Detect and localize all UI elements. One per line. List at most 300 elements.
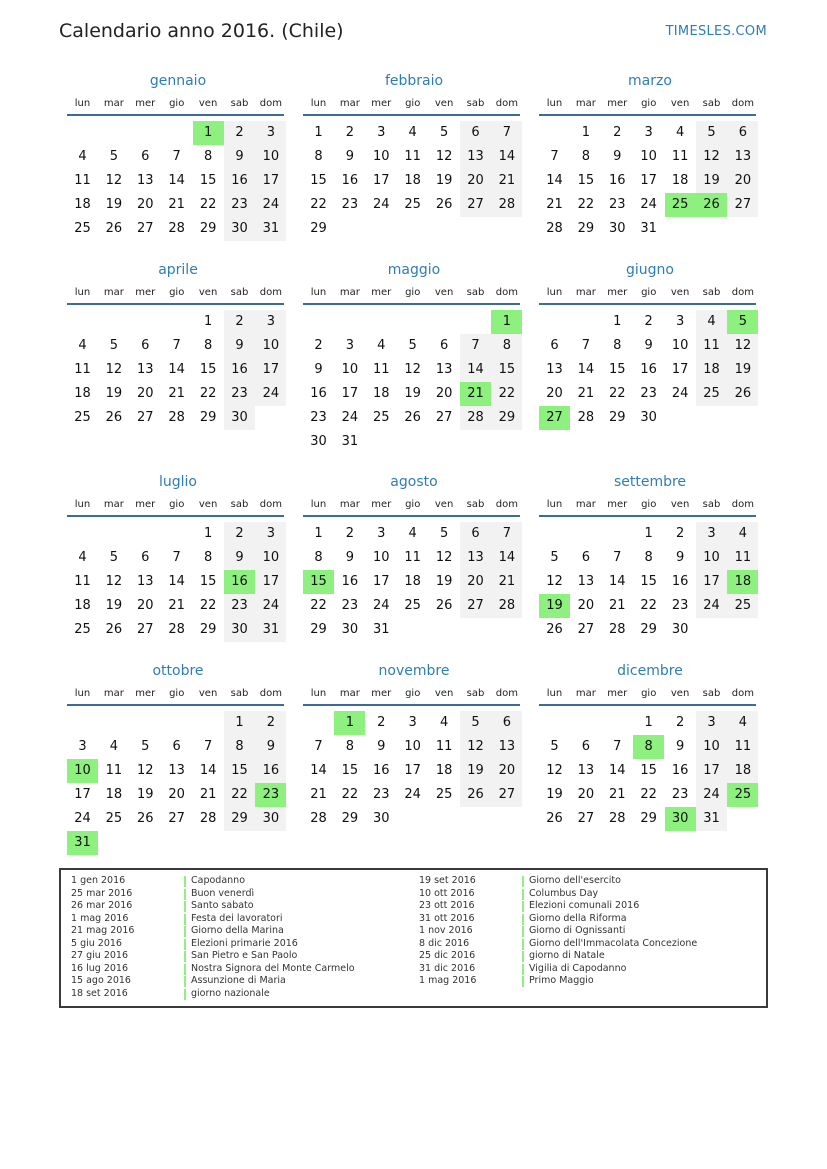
day-cell: 19 — [460, 759, 491, 783]
day-cell: 17 — [404, 763, 421, 778]
day-cell: 12 — [696, 145, 727, 169]
day-cell: 17 — [74, 787, 91, 802]
day-cell: 14 — [609, 574, 626, 589]
legend-marker — [522, 951, 524, 962]
day-cell: 20 — [137, 197, 154, 212]
day-cell: 13 — [168, 763, 185, 778]
day-cell: 19 — [727, 358, 758, 382]
day-cell: 7 — [172, 338, 181, 353]
day-cell: 3 — [377, 526, 386, 541]
day-cell: 14 — [168, 173, 185, 188]
weekday-label: mer — [371, 287, 392, 298]
holiday-day-cell: 23 — [255, 783, 286, 807]
day-cell: 8 — [644, 550, 653, 565]
day-cell: 28 — [199, 811, 217, 826]
day-cell: 3 — [377, 125, 386, 140]
legend-entry — [61, 900, 761, 913]
day-cell: 20 — [460, 169, 491, 193]
day-cell: 23 — [373, 787, 390, 802]
day-cell: 24 — [74, 811, 91, 826]
day-cell: 5 — [439, 526, 449, 541]
day-cell: 11 — [696, 334, 727, 358]
legend-entry — [61, 888, 761, 901]
header-divider — [539, 515, 756, 517]
legend-marker — [522, 889, 524, 900]
day-cell: 12 — [460, 735, 491, 759]
legend-holiday-name: San Pietro e San Paolo — [191, 950, 298, 961]
day-cell: 10 — [640, 149, 657, 164]
day-cell: 10 — [696, 546, 727, 570]
day-cell: 29 — [609, 410, 626, 425]
legend-holiday-name: Elezioni comunali 2016 — [529, 900, 640, 911]
day-cell: 15 — [640, 763, 657, 778]
weekday-label: lun — [310, 499, 327, 510]
day-cell: 18 — [74, 386, 91, 401]
day-cell: 4 — [78, 149, 87, 164]
weekday-label: dom — [259, 287, 282, 298]
day-cell: 26 — [435, 197, 453, 212]
weekday-label: ven — [434, 688, 454, 699]
weekday-label: lun — [74, 499, 91, 510]
day-cell: 1 — [644, 715, 653, 730]
month-name: giugno — [626, 262, 674, 278]
weekday-label: ven — [198, 98, 218, 109]
day-cell: 2 — [224, 121, 255, 145]
day-cell: 9 — [675, 550, 685, 565]
legend-date: 1 gen 2016 — [71, 875, 126, 886]
day-cell: 28 — [609, 811, 626, 826]
day-cell: 16 — [341, 173, 359, 188]
day-cell: 17 — [373, 574, 390, 589]
header-divider — [303, 303, 520, 305]
day-cell: 20 — [435, 386, 453, 401]
day-cell: 13 — [491, 735, 522, 759]
month-gennaio — [67, 73, 289, 273]
day-cell: 29 — [491, 406, 522, 430]
day-cell: 8 — [581, 149, 591, 164]
day-cell: 15 — [640, 574, 657, 589]
day-cell: 1 — [203, 314, 213, 329]
day-cell: 1 — [613, 314, 622, 329]
day-cell: 10 — [696, 735, 727, 759]
day-cell: 5 — [550, 550, 559, 565]
day-cell: 8 — [314, 550, 323, 565]
weekday-label: mar — [339, 499, 360, 510]
day-cell: 12 — [105, 362, 123, 377]
weekday-label: mar — [339, 287, 360, 298]
weekday-label: ven — [670, 287, 690, 298]
holiday-day-cell: 30 — [665, 807, 696, 831]
weekday-label: mar — [339, 98, 360, 109]
legend-date: 26 mar 2016 — [71, 900, 133, 911]
weekday-header — [67, 98, 289, 114]
weekday-label: sab — [702, 499, 721, 510]
legend-entry — [61, 950, 761, 963]
weekday-label: mer — [135, 98, 156, 109]
weekday-label: ven — [670, 98, 690, 109]
weekday-label: gio — [641, 688, 657, 699]
day-cell: 2 — [675, 715, 685, 730]
day-cell: 5 — [109, 550, 119, 565]
day-cell: 27 — [577, 622, 595, 637]
month-maggio — [303, 262, 525, 462]
legend-date: 19 set 2016 — [419, 875, 476, 886]
weekday-label: mar — [575, 287, 596, 298]
day-cell: 24 — [255, 594, 286, 618]
weekday-label: ven — [198, 688, 218, 699]
day-cell: 23 — [671, 598, 689, 613]
day-cell: 8 — [203, 550, 213, 565]
day-cell: 14 — [199, 763, 217, 778]
day-cell: 24 — [671, 386, 689, 401]
day-cell: 14 — [168, 362, 185, 377]
day-cell: 20 — [168, 787, 185, 802]
day-cell: 3 — [255, 310, 286, 334]
month-agosto — [303, 474, 525, 674]
month-novembre — [303, 663, 525, 863]
day-cell: 3 — [78, 739, 87, 754]
legend-date: 1 nov 2016 — [419, 925, 473, 936]
header-divider — [539, 704, 756, 706]
month-settembre — [539, 474, 761, 674]
weekday-label: lun — [546, 499, 563, 510]
day-cell: 16 — [310, 386, 327, 401]
day-cell: 15 — [199, 362, 217, 377]
legend-entry — [61, 938, 761, 951]
day-cell: 30 — [341, 622, 359, 637]
day-cell: 22 — [199, 598, 217, 613]
weekday-label: ven — [434, 499, 454, 510]
day-cell: 25 — [105, 811, 123, 826]
weekday-label: ven — [670, 688, 690, 699]
day-cell: 11 — [727, 735, 758, 759]
day-cell: 2 — [644, 314, 653, 329]
month-name: gennaio — [149, 73, 207, 89]
day-cell: 14 — [546, 173, 563, 188]
weekday-label: lun — [546, 287, 563, 298]
day-cell: 17 — [696, 759, 727, 783]
month-name: agosto — [390, 474, 438, 490]
day-cell: 21 — [491, 169, 522, 193]
day-cell: 13 — [460, 546, 491, 570]
day-cell: 18 — [435, 763, 453, 778]
weekday-label: mer — [371, 688, 392, 699]
day-cell: 4 — [109, 739, 119, 754]
day-cell: 6 — [141, 550, 150, 565]
day-cell: 10 — [373, 149, 390, 164]
weekday-label: gio — [405, 688, 421, 699]
day-cell: 3 — [696, 522, 727, 546]
day-cell: 23 — [640, 386, 657, 401]
day-cell: 9 — [224, 334, 255, 358]
day-cell: 27 — [435, 410, 453, 425]
day-cell: 8 — [203, 149, 213, 164]
day-cell: 21 — [491, 570, 522, 594]
day-cell: 5 — [109, 149, 119, 164]
day-cell: 4 — [727, 711, 758, 735]
weekday-header — [303, 98, 525, 114]
month-dicembre — [539, 663, 761, 863]
day-cell: 3 — [696, 711, 727, 735]
day-cell: 11 — [404, 149, 421, 164]
day-cell: 23 — [310, 410, 327, 425]
month-name: aprile — [158, 262, 198, 278]
legend-holiday-name: Giorno della Marina — [191, 925, 284, 936]
day-cell: 18 — [373, 386, 390, 401]
day-cell: 27 — [727, 193, 758, 217]
day-cell: 1 — [203, 526, 213, 541]
header-divider — [303, 515, 520, 517]
day-cell: 16 — [255, 759, 286, 783]
holiday-day-cell: 5 — [727, 310, 758, 334]
day-cell: 26 — [727, 382, 758, 406]
day-cell: 21 — [310, 787, 327, 802]
legend-holiday-name: Giorno dell'Immacolata Concezione — [529, 937, 698, 949]
day-cell: 9 — [314, 362, 323, 377]
day-cell: 10 — [373, 550, 390, 565]
day-cell: 28 — [609, 622, 626, 637]
legend-entry — [61, 925, 761, 938]
day-cell: 16 — [640, 362, 657, 377]
holiday-day-cell: 25 — [665, 193, 696, 217]
day-cell: 7 — [491, 121, 522, 145]
day-cell: 6 — [727, 121, 758, 145]
day-cell: 8 — [314, 149, 323, 164]
day-cell: 22 — [310, 598, 327, 613]
weekday-label: ven — [198, 499, 218, 510]
day-cell: 19 — [137, 787, 154, 802]
weekday-label: lun — [310, 688, 327, 699]
day-cell: 14 — [168, 574, 185, 589]
day-cell: 13 — [137, 362, 154, 377]
day-cell: 13 — [727, 145, 758, 169]
day-cell: 10 — [671, 338, 689, 353]
day-cell: 4 — [439, 715, 449, 730]
day-cell: 28 — [168, 221, 185, 236]
day-cell: 20 — [137, 598, 154, 613]
legend-marker — [522, 914, 524, 925]
day-cell: 25 — [74, 221, 91, 236]
day-cell: 22 — [199, 386, 217, 401]
weekday-label: mar — [103, 287, 124, 298]
day-cell: 4 — [408, 526, 417, 541]
day-cell: 14 — [491, 546, 522, 570]
day-cell: 30 — [640, 410, 657, 425]
legend-marker — [522, 901, 524, 912]
month-giugno — [539, 262, 761, 462]
day-cell: 8 — [613, 338, 622, 353]
day-cell: 18 — [727, 759, 758, 783]
day-cell: 7 — [550, 149, 559, 164]
day-cell: 19 — [435, 173, 453, 188]
day-cell: 20 — [577, 787, 595, 802]
day-cell: 14 — [577, 362, 595, 377]
day-cell: 1 — [314, 125, 323, 140]
day-cell: 30 — [224, 618, 255, 642]
day-cell: 11 — [435, 739, 453, 754]
day-cell: 13 — [137, 173, 154, 188]
day-cell: 19 — [546, 787, 563, 802]
weekday-label: gio — [169, 499, 185, 510]
holiday-day-cell: 26 — [696, 193, 727, 217]
legend-date: 16 lug 2016 — [71, 962, 128, 974]
holiday-day-cell: 18 — [727, 570, 758, 594]
day-cell: 4 — [675, 125, 685, 140]
weekday-label: dom — [731, 499, 754, 510]
day-cell: 18 — [671, 173, 689, 188]
legend-holiday-name: Elezioni primarie 2016 — [191, 937, 298, 949]
day-cell: 16 — [224, 169, 255, 193]
day-cell: 5 — [439, 125, 449, 140]
day-cell: 19 — [404, 386, 421, 401]
day-cell: 3 — [675, 314, 685, 329]
day-cell: 7 — [613, 739, 622, 754]
weekday-header — [67, 688, 289, 704]
month-luglio — [67, 474, 289, 674]
day-cell: 24 — [255, 193, 286, 217]
weekday-header — [67, 287, 289, 303]
day-cell: 23 — [671, 787, 689, 802]
day-cell: 31 — [341, 434, 359, 449]
day-cell: 9 — [644, 338, 653, 353]
day-cell: 7 — [172, 550, 181, 565]
day-cell: 15 — [199, 574, 217, 589]
day-cell: 23 — [224, 193, 255, 217]
weekday-label: gio — [405, 287, 421, 298]
day-cell: 25 — [727, 594, 758, 618]
legend-date: 21 mag 2016 — [71, 925, 135, 936]
weekday-label: dom — [259, 688, 282, 699]
weekday-header — [303, 499, 525, 515]
day-cell: 25 — [435, 787, 453, 802]
day-cell: 27 — [577, 811, 595, 826]
legend-date: 15 ago 2016 — [71, 975, 131, 986]
day-cell: 22 — [640, 598, 657, 613]
day-cell: 10 — [255, 145, 286, 169]
page-title: Calendario anno 2016. (Chile) — [59, 20, 344, 42]
holiday-day-cell: 25 — [727, 783, 758, 807]
weekday-label: mer — [607, 688, 628, 699]
holiday-day-cell: 1 — [491, 310, 522, 334]
day-cell: 17 — [255, 169, 286, 193]
legend-holiday-name: Columbus Day — [529, 887, 599, 899]
day-cell: 6 — [460, 522, 491, 546]
legend-entry — [61, 913, 761, 926]
weekday-label: dom — [731, 287, 754, 298]
day-cell: 16 — [671, 574, 689, 589]
day-cell: 26 — [460, 783, 491, 807]
month-name: settembre — [613, 474, 687, 490]
day-cell: 2 — [314, 338, 323, 353]
weekday-label: mer — [607, 287, 628, 298]
day-cell: 24 — [255, 382, 286, 406]
legend-entry — [61, 875, 761, 888]
day-cell: 5 — [550, 739, 559, 754]
day-cell: 2 — [345, 125, 355, 140]
day-cell: 22 — [310, 197, 327, 212]
day-cell: 29 — [341, 811, 359, 826]
day-cell: 12 — [435, 550, 453, 565]
day-cell: 27 — [137, 622, 154, 637]
day-cell: 20 — [460, 570, 491, 594]
legend-holiday-name: giorno nazionale — [191, 987, 270, 999]
day-cell: 29 — [640, 811, 657, 826]
day-cell: 5 — [460, 711, 491, 735]
day-cell: 13 — [137, 574, 154, 589]
day-cell: 13 — [577, 574, 595, 589]
holiday-day-cell: 1 — [334, 711, 365, 735]
month-name: novembre — [378, 663, 450, 679]
weekday-label: mer — [371, 499, 392, 510]
day-cell: 27 — [460, 594, 491, 618]
day-cell: 21 — [168, 598, 185, 613]
day-cell: 5 — [408, 338, 417, 353]
weekday-label: mer — [607, 499, 628, 510]
day-cell: 13 — [546, 362, 563, 377]
day-cell: 17 — [640, 173, 657, 188]
brand-link[interactable]: TIMESLES.COM — [665, 24, 767, 39]
legend-marker — [522, 939, 524, 950]
day-cell: 23 — [224, 594, 255, 618]
weekday-label: ven — [670, 499, 690, 510]
day-cell: 16 — [373, 763, 390, 778]
holiday-day-cell: 16 — [224, 570, 255, 594]
legend-holiday-name: Primo Maggio — [529, 975, 594, 986]
day-cell: 25 — [404, 598, 421, 613]
month-aprile — [67, 262, 289, 462]
weekday-label: sab — [230, 287, 249, 298]
day-cell: 28 — [577, 410, 595, 425]
weekday-label: mer — [371, 98, 392, 109]
day-cell: 22 — [577, 197, 595, 212]
day-cell: 15 — [491, 358, 522, 382]
legend-holiday-name: Buon venerdì — [191, 887, 255, 899]
weekday-label: lun — [310, 287, 327, 298]
day-cell: 3 — [345, 338, 355, 353]
weekday-label: lun — [74, 98, 91, 109]
holiday-day-cell: 10 — [67, 759, 98, 783]
day-cell: 20 — [577, 598, 595, 613]
weekday-header — [67, 499, 289, 515]
day-cell: 24 — [696, 783, 727, 807]
weekday-label: lun — [310, 98, 327, 109]
day-cell: 14 — [460, 358, 491, 382]
day-cell: 30 — [224, 217, 255, 241]
day-cell: 13 — [460, 145, 491, 169]
day-cell: 6 — [141, 338, 150, 353]
day-cell: 18 — [74, 197, 91, 212]
legend-date: 1 mag 2016 — [71, 912, 129, 924]
day-cell: 21 — [577, 386, 595, 401]
month-name: luglio — [159, 474, 197, 490]
day-cell: 25 — [404, 197, 421, 212]
legend-holiday-name: Capodanno — [191, 875, 246, 886]
day-cell: 23 — [609, 197, 626, 212]
day-cell: 9 — [613, 149, 622, 164]
day-cell: 6 — [581, 739, 591, 754]
day-cell: 3 — [644, 125, 653, 140]
weekday-label: gio — [641, 499, 657, 510]
day-cell: 26 — [546, 622, 563, 637]
weekday-label: dom — [495, 688, 518, 699]
header-divider — [67, 704, 284, 706]
day-cell: 14 — [609, 763, 626, 778]
day-cell: 24 — [640, 197, 657, 212]
day-cell: 15 — [609, 362, 626, 377]
day-cell: 19 — [105, 197, 123, 212]
day-cell: 27 — [460, 193, 491, 217]
day-cell: 12 — [727, 334, 758, 358]
